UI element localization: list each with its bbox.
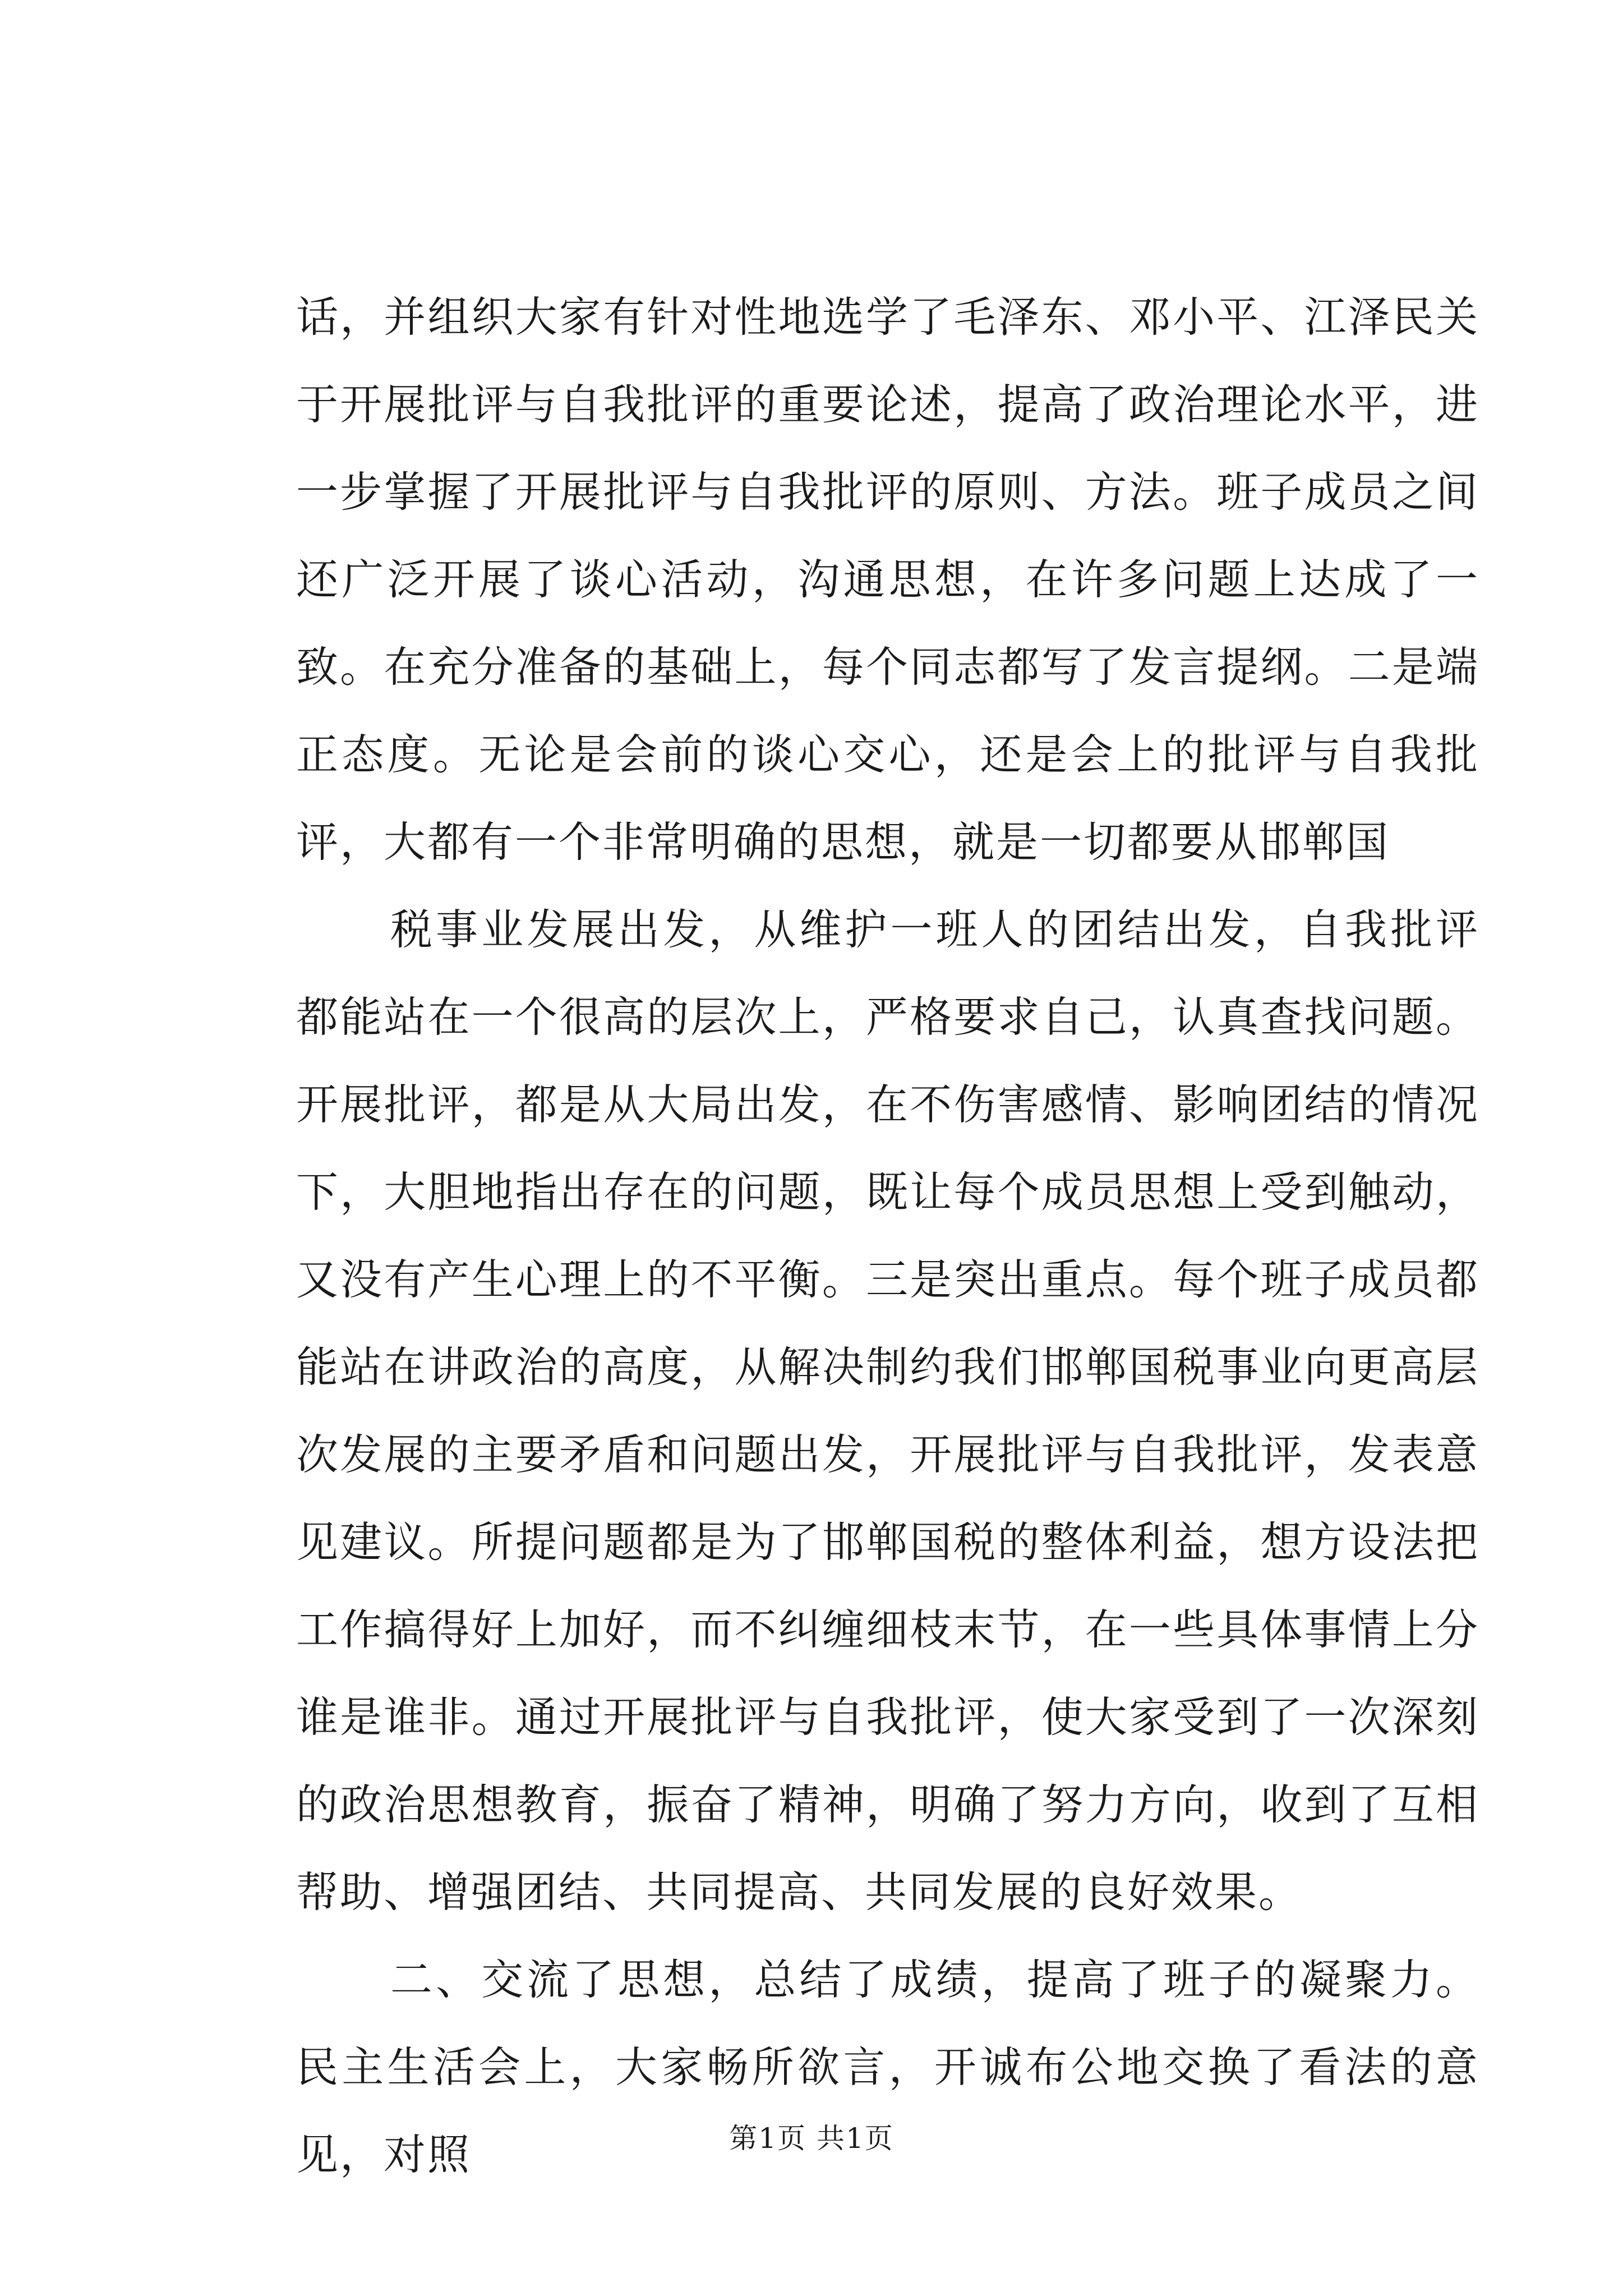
paragraph-3: 二、交流了思想，总结了成绩，提高了班子的凝聚力。民主生活会上，大家畅所欲言，开诚布公地交换了看法的意见，对照: [296, 1955, 1479, 2179]
paragraph-2: 税事业发展出发，从维护一班人的团结出发，自我批评都能站在一个很高的层次上，严格要求自己，认真查找问题。开展批评，都是从大局出发，在不伤害感情、影响团结的情况下，大胆地指出存在的问题，既让每个成员思想上受到触动，又没有产生心理上的不平衡。三是突出重点。每个班子成员都能站在讲政治的高度，从解决制约我们邯郸国税事业向更高层次发展的主要矛盾和问题出发，开展批评与自我批评，发表意见建议。所提问题都是为了邯郸国税的整体利益，想方设法把工作搞得好上加好，而不纠缠细枝末节，在一些具体事情上分谁是谁非。通过开展批评与自我批评，使大家受到了一次深刻的政治思想教育，振奋了精神，明确了努力方向，收到了互相帮助、增强团结、共同提高、共同发展的良好效果。: [296, 905, 1479, 1917]
page-footer: 第1页 共1页: [729, 2122, 894, 2155]
document-body: [296, 273, 1479, 2198]
paragraph-1: 话，并组织大家有针对性地选学了毛泽东、邓小平、江泽民关于开展批评与自我批评的重要论述，提高了政治理论水平，进一步掌握了开展批评与自我批评的原则、方法。班子成员之间还广泛开展了谈心活动，沟通思想，在许多问题上达成了一致。在充分准备的基础上，每个同志都写了发言提纲。二是端正态度。无论是会前的谈心交心，还是会上的批评与自我批评，大都有一个非常明确的思想，就是一切都要从邯郸国: [296, 292, 1479, 867]
